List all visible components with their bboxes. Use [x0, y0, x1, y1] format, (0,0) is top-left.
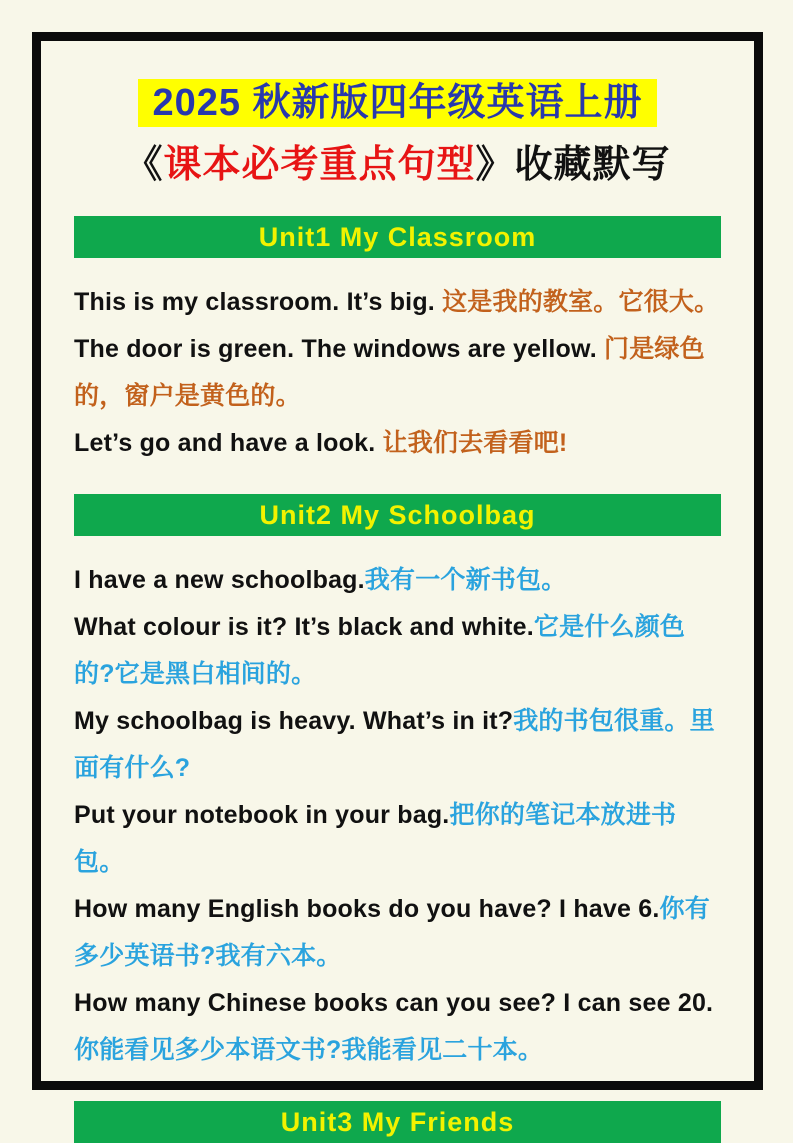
- subtitle-red-text: 课本必考重点句型: [163, 144, 476, 186]
- chinese-translation: 它是什么颜色的?它是黑白相间的。: [74, 613, 686, 688]
- unit-section: [74, 1101, 721, 1143]
- page-subtitle: [74, 141, 721, 189]
- sentence-line: [74, 604, 721, 698]
- sentence-line: [74, 792, 721, 886]
- sentence-line: [74, 980, 721, 1074]
- sentence-line: [74, 420, 721, 467]
- english-text: Put your notebook in your bag.: [74, 801, 450, 829]
- chinese-translation: 让我们去看看吧!: [382, 429, 568, 457]
- english-text: The door is green. The windows are yellow.: [74, 335, 604, 363]
- chinese-translation: 这是我的教室。它很大。: [442, 288, 720, 316]
- sentence-line: [74, 557, 721, 604]
- unit-banner: Unit2 My Schoolbag: [74, 494, 721, 536]
- english-text: I have a new schoolbag.: [74, 566, 365, 594]
- title-row: [74, 79, 721, 127]
- chinese-translation: 把你的笔记本放进书包。: [74, 801, 677, 876]
- english-text: How many Chinese books can you see? I can see 20.: [74, 989, 714, 1017]
- worksheet-frame: [32, 32, 763, 1137]
- sentence-line: [74, 886, 721, 980]
- unit-banner: Unit1 My Classroom: [74, 216, 721, 258]
- sentence-line: [74, 326, 721, 420]
- subtitle-bracket-open: 《: [124, 144, 164, 186]
- english-text: How many English books do you have? I have 6.: [74, 895, 660, 923]
- chinese-translation: 你能看见多少本语文书?我能看见二十本。: [74, 1036, 544, 1064]
- sentence-line: [74, 698, 721, 792]
- unit-banner: Unit3 My Friends: [74, 1101, 721, 1143]
- english-text: Let’s go and have a look.: [74, 429, 383, 457]
- english-text: What colour is it? It’s black and white.: [74, 613, 534, 641]
- chinese-translation: 门是绿色的，窗户是黄色的。: [74, 335, 705, 410]
- subtitle-bracket-close: 》: [475, 144, 515, 186]
- chinese-translation: 你有多少英语书?我有六本。: [74, 895, 710, 970]
- unit-section: [74, 494, 721, 1074]
- sentence-line: [74, 279, 721, 326]
- chinese-translation: 我有一个新书包。: [364, 566, 567, 594]
- english-text: My schoolbag is heavy. What’s in it?: [74, 707, 514, 735]
- worksheet-content: [41, 41, 754, 1137]
- unit-sections: [74, 216, 721, 1143]
- subtitle-black-text: 收藏默写: [514, 144, 671, 186]
- english-text: This is my classroom. It’s big.: [74, 288, 443, 316]
- unit-section: [74, 216, 721, 467]
- chinese-translation: 我的书包很重。里面有什么?: [74, 707, 715, 782]
- page-title: 2025 秋新版四年级英语上册: [138, 79, 656, 127]
